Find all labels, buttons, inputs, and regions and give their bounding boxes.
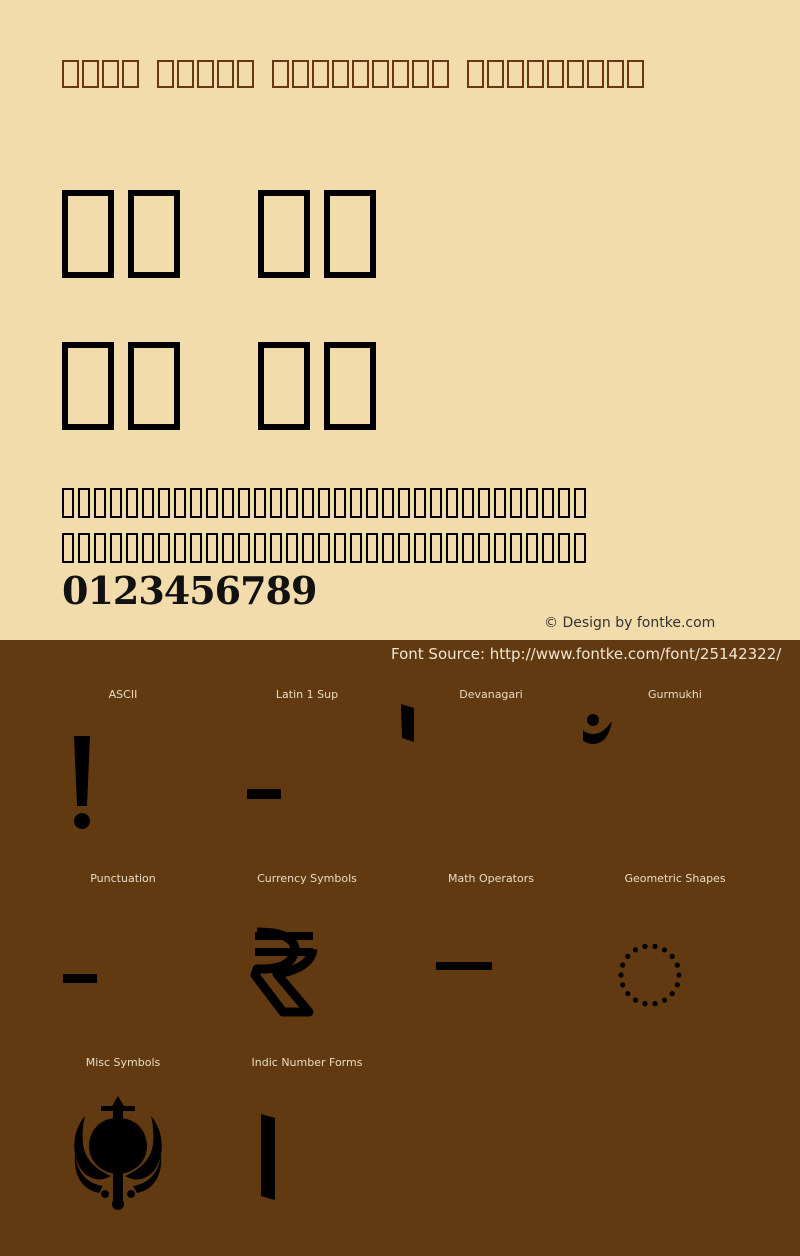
missing-glyph-box [270, 533, 282, 563]
category-label: Math Operators [448, 872, 534, 885]
missing-glyph-box [286, 533, 298, 563]
category-indic-number-forms [215, 1056, 399, 1240]
missing-glyph-box [430, 533, 442, 563]
missing-glyph-box [254, 488, 266, 518]
large-sample-row-1 [62, 190, 376, 278]
missing-glyph-box [174, 488, 186, 518]
missing-glyph-box [494, 488, 506, 518]
category-label: Devanagari [459, 688, 523, 701]
missing-glyph-box [382, 533, 394, 563]
category-currency-symbols [215, 872, 399, 1056]
missing-glyph-box [286, 488, 298, 518]
danda-icon [399, 688, 583, 872]
missing-glyph-box [94, 488, 106, 518]
missing-glyph-box [126, 533, 138, 563]
dotted-circle-icon [583, 872, 767, 1056]
missing-glyph-box [334, 533, 346, 563]
missing-glyph-box [542, 488, 554, 518]
dot [676, 972, 681, 977]
missing-glyph-box [382, 488, 394, 518]
missing-glyph-box [238, 533, 250, 563]
missing-glyph-box [414, 488, 426, 518]
missing-glyph-box [206, 533, 218, 563]
category-label: Currency Symbols [257, 872, 357, 885]
missing-glyph-box [254, 533, 266, 563]
missing-glyph-box [350, 533, 362, 563]
dot [670, 954, 675, 959]
missing-glyph-box [78, 488, 90, 518]
category-misc-symbols [31, 1056, 215, 1240]
font-name-tofu-title [62, 60, 644, 88]
gurmukhi-tippi-icon [583, 688, 767, 872]
missing-glyph-box [574, 488, 586, 518]
missing-glyph-box [110, 488, 122, 518]
dot [642, 1001, 647, 1006]
category-devanagari [399, 688, 583, 872]
missing-glyph-box [190, 533, 202, 563]
dot [620, 963, 625, 968]
missing-glyph-box [126, 488, 138, 518]
dot [633, 947, 638, 952]
dot [652, 1001, 657, 1006]
missing-glyph-box [222, 533, 234, 563]
category-label: Indic Number Forms [251, 1056, 363, 1069]
large-sample-row-2 [62, 342, 376, 430]
category-label: Latin 1 Sup [275, 688, 339, 701]
missing-glyph-box [446, 533, 458, 563]
missing-glyph-box [510, 488, 522, 518]
missing-glyph-box [158, 488, 170, 518]
dot [670, 991, 675, 996]
missing-glyph-box [206, 488, 218, 518]
category-label: Punctuation [90, 872, 156, 885]
missing-glyph-box [366, 488, 378, 518]
missing-glyph-box [430, 488, 442, 518]
missing-glyph-box [574, 533, 586, 563]
sample-line-2 [62, 533, 586, 563]
minus-sign-icon [399, 872, 583, 1056]
missing-glyph-box [542, 533, 554, 563]
missing-glyph-box [414, 533, 426, 563]
category-label: Misc Symbols [85, 1056, 161, 1069]
missing-glyph-box [478, 533, 490, 563]
missing-glyph-box [318, 488, 330, 518]
missing-glyph-box [558, 488, 570, 518]
missing-glyph-box [478, 488, 490, 518]
missing-glyph-box [94, 533, 106, 563]
missing-glyph-box [142, 533, 154, 563]
missing-glyph-box [142, 488, 154, 518]
missing-glyph-box [238, 488, 250, 518]
dot [675, 963, 680, 968]
missing-glyph-box [318, 533, 330, 563]
missing-glyph-box [334, 488, 346, 518]
missing-glyph-box [510, 533, 522, 563]
category-math-operators [399, 872, 583, 1056]
dot [620, 982, 625, 987]
missing-glyph-box [62, 488, 74, 518]
missing-glyph-box [526, 488, 538, 518]
khanda-icon [31, 1056, 215, 1240]
dot [662, 998, 667, 1003]
category-label: ASCII [108, 688, 138, 701]
missing-glyph-box [462, 488, 474, 518]
exclamation-mark-icon [31, 688, 215, 872]
missing-glyph-box [558, 533, 570, 563]
digits-sample: 0123456789 [62, 568, 317, 613]
dot [633, 998, 638, 1003]
missing-glyph-box [174, 533, 186, 563]
category-gurmukhi [583, 688, 767, 872]
sample-line-1 [62, 488, 586, 518]
design-credit: © Design by fontke.com [544, 615, 716, 631]
category-ascii [31, 688, 215, 872]
missing-glyph-box [302, 488, 314, 518]
font-source-link[interactable]: Font Source: http://www.fontke.com/font/25142322/ [391, 645, 782, 663]
missing-glyph-box [190, 488, 202, 518]
missing-glyph-box [398, 533, 410, 563]
dot [625, 991, 630, 996]
missing-glyph-box [110, 533, 122, 563]
category-latin-1-sup [215, 688, 399, 872]
missing-glyph-box [526, 533, 538, 563]
dot [618, 972, 623, 977]
dot [642, 944, 647, 949]
hyphen-icon [31, 872, 215, 1056]
missing-glyph-box [302, 533, 314, 563]
dot [625, 954, 630, 959]
vertical-bar-icon [215, 1056, 399, 1240]
category-label: Geometric Shapes [624, 872, 726, 885]
missing-glyph-box [350, 488, 362, 518]
missing-glyph-box [78, 533, 90, 563]
dot [652, 944, 657, 949]
missing-glyph-box [462, 533, 474, 563]
missing-glyph-box [222, 488, 234, 518]
missing-glyph-box [158, 533, 170, 563]
dot [662, 947, 667, 952]
missing-glyph-box [366, 533, 378, 563]
indian-rupee-sign-icon [215, 872, 399, 1056]
missing-glyph-box [494, 533, 506, 563]
missing-glyph-box [270, 488, 282, 518]
missing-glyph-box [398, 488, 410, 518]
missing-glyph-box [62, 533, 74, 563]
category-geometric-shapes [583, 872, 767, 1056]
category-punctuation [31, 872, 215, 1056]
dot [675, 982, 680, 987]
missing-glyph-box [446, 488, 458, 518]
soft-hyphen-icon [215, 688, 399, 872]
category-label: Gurmukhi [648, 688, 702, 701]
